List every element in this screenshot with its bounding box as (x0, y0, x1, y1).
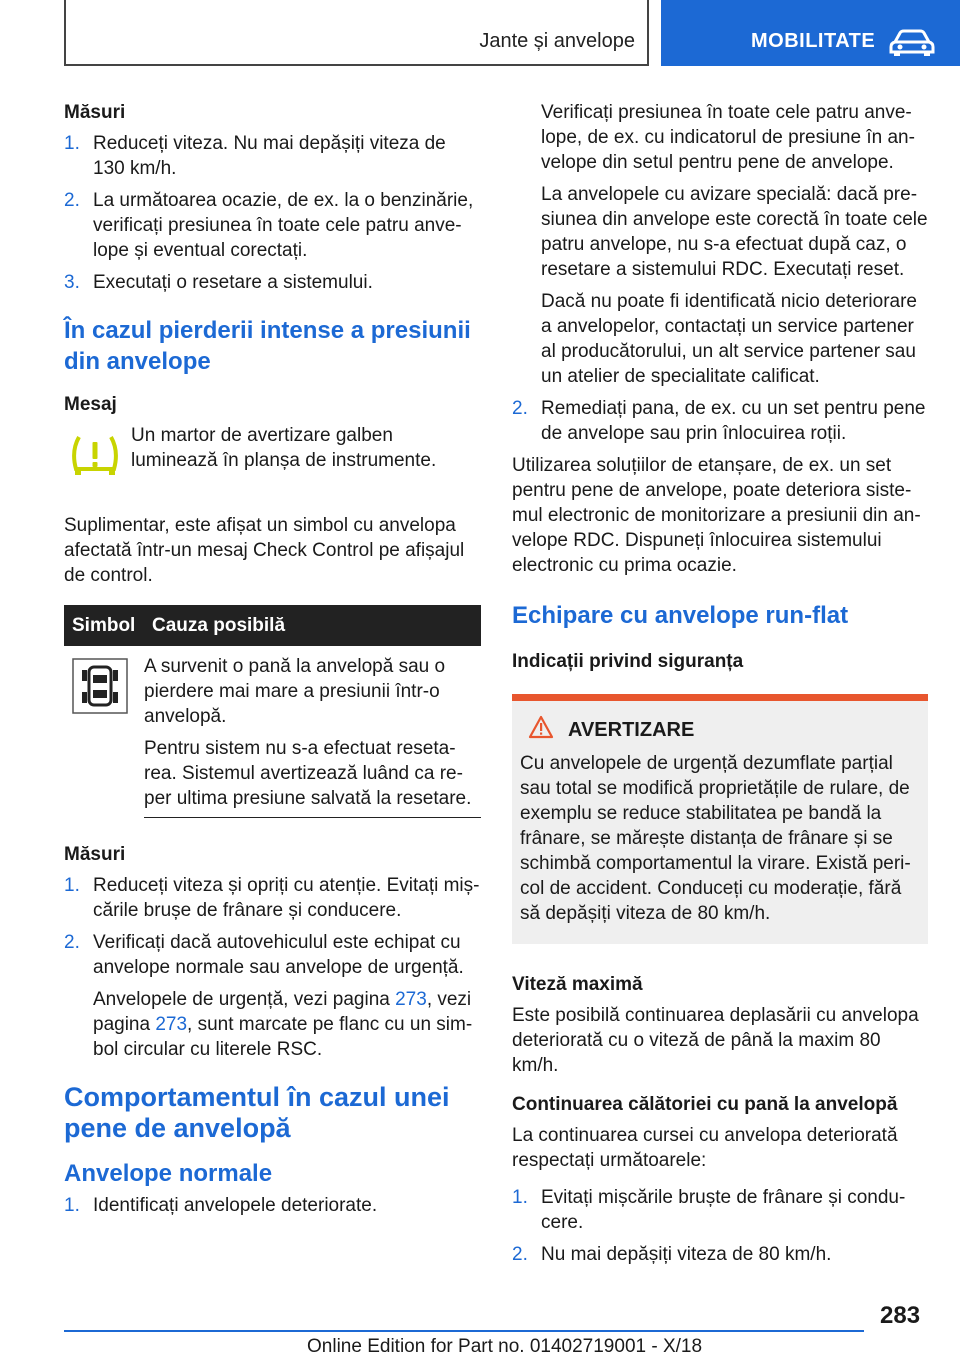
heading-pressure-loss: În cazul pierderii intense a presiunii din anvelope (64, 317, 471, 375)
step-number: 1. (64, 133, 80, 154)
warning-label: AVERTIZARE (568, 719, 695, 741)
table-header-cause: Cauza posibilă (144, 605, 481, 646)
supplement-text: Suplimentar, este afișat un simbol cu anvelopa afectată într-un mesaj Check Control pe afișajul de control. (64, 515, 465, 586)
warning-lamp-row (64, 423, 481, 503)
normal-tire-steps (64, 1193, 481, 1218)
table-row (64, 646, 481, 818)
continue-steps (512, 1185, 928, 1267)
note-text: Anvelopele de urgență, vezi pagina (93, 989, 396, 1010)
message-title: Mesaj (64, 394, 117, 415)
max-speed-text: Este posibilă continuarea deplasării cu anvelopa deteriorată cu o viteză de până la maxim 80 km/h. (512, 1005, 919, 1076)
step-text: Remediați pana, de ex. cu un set pentru pene de anvelope sau prin înlocuirea roții. (541, 398, 926, 444)
heading-normal-tires: Anvelope normale (64, 1160, 273, 1187)
step-text: Verificați dacă autovehiculul este echipat cu anvelope normale sau anvelope de urgență. (93, 932, 464, 978)
note-text: , vezi pagina (93, 989, 472, 1035)
warning-triangle-icon (528, 715, 554, 739)
step-text: Executați o resetare a sistemului. (93, 272, 373, 293)
list-item (64, 188, 481, 263)
step-text: Evitați mișcările bruște de frânare și conducere. (541, 1187, 906, 1233)
cause-cell (144, 646, 481, 818)
continue-text: La continuarea cursei cu anvelopa deteriorată respectați următoarele: (512, 1125, 898, 1171)
warning-lamp-text: Un martor de avertizare galben luminează în planșa de instrumente. (131, 425, 437, 471)
continue-title: Continuarea călătoriei cu pană la anvelopă (512, 1094, 898, 1115)
list-item (512, 396, 928, 446)
page-link-273[interactable]: 273 (395, 989, 427, 1010)
right-column (512, 100, 928, 1274)
step-text: Identificați anvelopele deteriorate. (93, 1195, 378, 1216)
left-column (64, 100, 481, 1225)
list-item (64, 131, 481, 181)
max-speed-title: Viteză maximă (512, 974, 643, 995)
step-text: La următoarea ocazie, de ex. la o benzinărie, verificați presiunea în toate cele patru anvelope și eventual corectați. (93, 190, 474, 261)
list-item (64, 873, 481, 923)
list-item (512, 1185, 928, 1235)
symbol-cell (64, 646, 144, 818)
continued-paragraph-3: Dacă nu poate fi identificată nicio deteriorare a anvelopelor, contactați un service partener al producătorului, un alt service partener sau un atelier de specialitate calificat. (541, 291, 918, 387)
chapter-tab (661, 0, 960, 66)
symbol-table (64, 605, 481, 818)
table-header-symbol: Simbol (64, 605, 144, 646)
safety-title: Indicații privind siguranța (512, 651, 744, 672)
warning-text: Cu anvelopele de urgență dezumflate parțial sau total se modifică proprietățile de rulare, de exemplu se reduce stabilitatea pe bandă la frânare, se mărește distanța de frânare și se schimbă comportamentul la virare. Există pericol de accident. Conduceți cu moderație, fără să depășiți viteza de 80 km/h. (520, 753, 911, 924)
step-number: 2. (512, 1244, 528, 1265)
page-link-273[interactable]: 273 (155, 1014, 188, 1035)
section-title: Jante și anvelope (479, 30, 635, 52)
step-number: 2. (64, 932, 80, 953)
step-note (93, 987, 481, 1062)
step-number: 1. (64, 1195, 80, 1216)
list-item (512, 1242, 928, 1267)
chapter-title: MOBILITATE (751, 30, 876, 52)
edition-footer: Online Edition for Part no. 01402719001 - X/18 (307, 1336, 703, 1357)
warning-box (512, 694, 928, 944)
measures-title-2: Măsuri (64, 844, 126, 865)
repair-steps (512, 396, 928, 446)
heading-flat-tire-behaviour: Comportamentul în cazul unei pene de anvelopă (64, 1082, 450, 1143)
heading-runflat: Echipare cu anvelope run-flat (512, 602, 849, 629)
footer-divider (64, 1330, 864, 1332)
step-number: 2. (512, 398, 528, 419)
step-number: 1. (512, 1187, 528, 1208)
continued-paragraph-1: Verificați presiunea în toate cele patru anvelope, de ex. cu indicatorul de presiune în anvelope din setul pentru pene de anvelope. (541, 102, 915, 173)
page-number: 283 (880, 1302, 921, 1329)
tire-position-icon (72, 698, 128, 719)
step-number: 2. (64, 190, 80, 211)
running-header (64, 0, 649, 66)
list-item (64, 930, 481, 1062)
step-number: 1. (64, 875, 80, 896)
tire-pressure-warning-icon (69, 433, 121, 482)
continued-paragraph-2: La anvelopele cu avizare specială: dacă presiunea din anvelope este corectă în toate cele patru anvelope, nu s-a efectuat după caz, o resetare a sistemului RDC. Executați reset. (541, 184, 928, 280)
list-item (64, 1193, 481, 1218)
note-text: , sunt marcate pe flanc cu un simbol circular cu literele RSC. (93, 1014, 473, 1060)
step-text: Reduceți viteza și opriți cu atenție. Evitați mișcările brușe de frânare și conducere. (93, 875, 480, 921)
cause-text-2: Pentru sistem nu s-a efectuat resetarea. Sistemul avertizează luând ca reper ultima presiune salvată la resetare. (144, 738, 472, 809)
warning-title (520, 715, 920, 743)
step-number: 3. (64, 272, 80, 293)
step-text: Reduceți viteza. Nu mai depășiți viteza de 130 km/h. (93, 133, 446, 179)
measures-list-2 (64, 873, 481, 1062)
list-item (64, 270, 481, 295)
sealant-paragraph: Utilizarea soluțiilor de etanșare, de ex. un set pentru pene de anvelope, poate deteriora sistemul electronic de monitorizare a presiunii din anvelope RDC. Dispuneți înlocuirea sistemului electronic cu prima ocazie. (512, 455, 921, 576)
step-text: Nu mai depășiți viteza de 80 km/h. (541, 1244, 832, 1265)
cause-text-1: A survenit o pană la anvelopă sau o pierdere mai mare a presiunii într-o anvelopă. (144, 656, 446, 727)
car-icon (889, 28, 935, 61)
measures-title: Măsuri (64, 102, 126, 123)
measures-list (64, 131, 481, 295)
